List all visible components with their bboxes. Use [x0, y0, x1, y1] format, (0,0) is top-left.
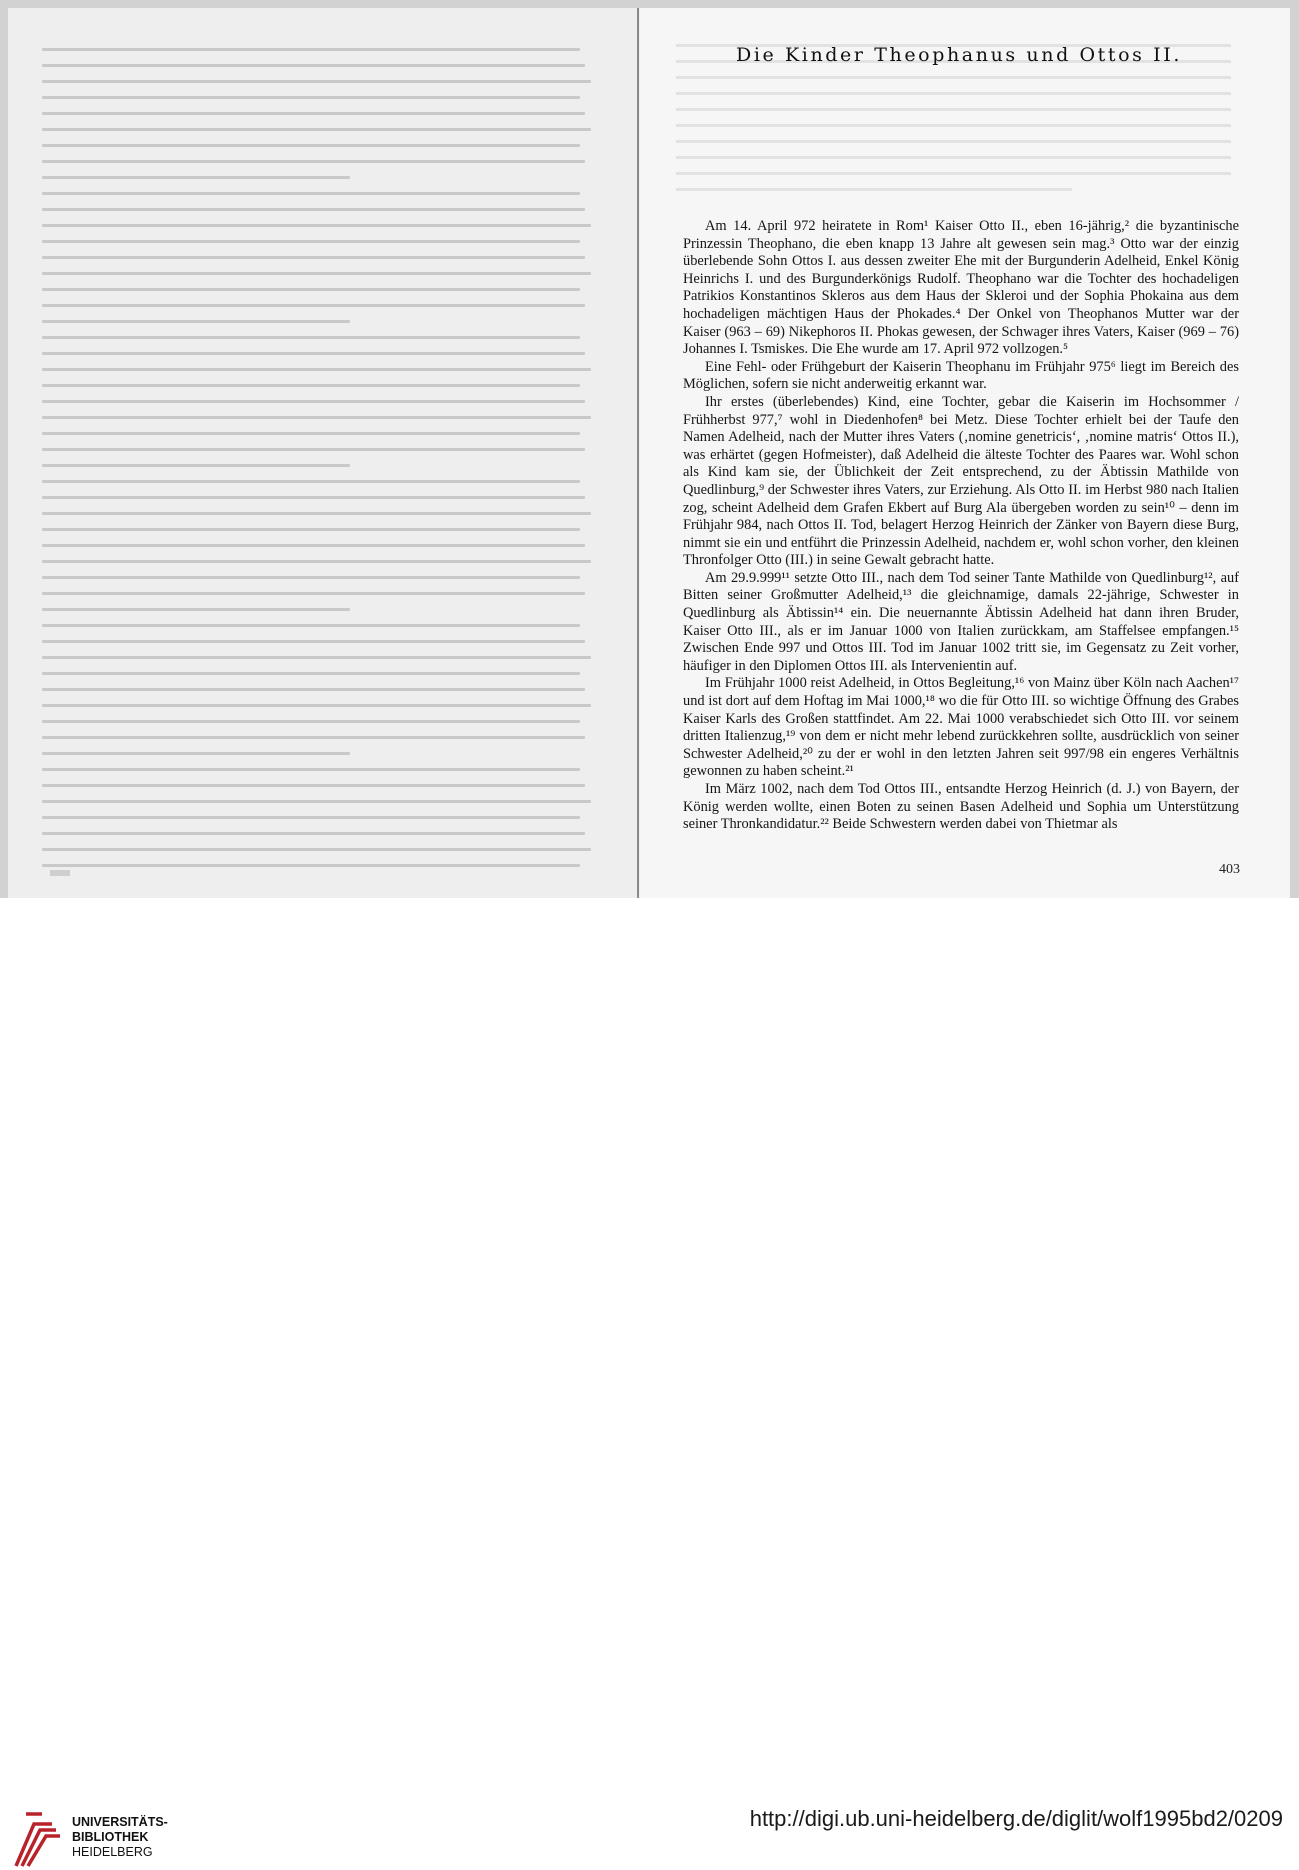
bleed-line	[676, 172, 1231, 175]
faded-line	[42, 208, 585, 211]
faded-line	[42, 720, 580, 723]
faded-line	[42, 144, 580, 147]
chapter-title: Die Kinder Theophanus und Ottos II.	[735, 44, 1183, 66]
bleed-through-lines	[676, 44, 1242, 204]
bleed-line	[676, 76, 1231, 79]
faded-line	[42, 848, 591, 851]
library-name-line: HEIDELBERG	[72, 1845, 153, 1859]
faded-line	[42, 736, 585, 739]
bleed-line	[676, 156, 1231, 159]
faded-line	[42, 656, 591, 659]
book-gutter	[637, 8, 639, 898]
faded-line	[42, 368, 591, 371]
faded-line	[42, 576, 580, 579]
bleed-line	[676, 140, 1231, 143]
page-number: 403	[1219, 862, 1240, 877]
library-name-line: BIBLIOTHEK	[72, 1830, 149, 1844]
faded-line	[42, 864, 580, 867]
ub-heidelberg-logo-icon	[12, 1810, 62, 1870]
faded-line	[42, 256, 585, 259]
faded-line	[42, 48, 580, 51]
faded-line	[42, 784, 585, 787]
bleed-line	[676, 92, 1231, 95]
paragraph: Eine Fehl- oder Frühgeburt der Kaiserin Theophanu im Frühjahr 975⁶ liegt im Bereich des Möglichen, sofern sie nicht anderweitig erkannt war.	[683, 358, 1239, 393]
faded-line	[42, 384, 580, 387]
body-text	[683, 218, 1239, 834]
faded-line	[42, 752, 350, 755]
faded-line	[42, 496, 585, 499]
faded-line	[42, 624, 580, 627]
faded-page-number	[50, 870, 70, 876]
faded-line	[42, 128, 591, 131]
faded-line	[42, 96, 580, 99]
faded-line	[42, 176, 350, 179]
faded-line	[42, 80, 591, 83]
faded-line	[42, 640, 585, 643]
faded-line	[42, 544, 585, 547]
bleed-line	[676, 108, 1231, 111]
faded-line	[42, 560, 591, 563]
library-name	[72, 1815, 168, 1860]
faded-line	[42, 352, 585, 355]
faded-line	[42, 672, 580, 675]
faded-line	[42, 240, 580, 243]
library-name-line: UNIVERSITÄTS-	[72, 1815, 168, 1829]
faded-line	[42, 832, 585, 835]
faded-line	[42, 112, 585, 115]
paragraph: Am 29.9.999¹¹ setzte Otto III., nach dem Tod seiner Tante Mathilde von Quedlinburg¹², auf Bitten seiner Großmutter Adelheid,¹³ die gleichnamige, damals 22-jährige, Schwester in Quedlinburg als Äbtissin¹⁴ ein. Die neuernannte Äbtissin Adelheid hat dann ihren Bruder, Kaiser Otto III., als er im Januar 1000 von Italien zurückkam, am Staffelsee empfangen.¹⁵ Zwischen Ende 997 und Ottos III. Tod im Januar 1002 tritt sie, im Gegensatz zu Zeit vorher, häufiger in den Diplomen Ottos III. als Intervenientin auf.	[683, 569, 1239, 674]
faded-line	[42, 688, 585, 691]
faded-text-lines	[42, 48, 602, 880]
faded-line	[42, 480, 580, 483]
paragraph: Im Frühjahr 1000 reist Adelheid, in Ottos Begleitung,¹⁶ von Mainz über Köln nach Aachen¹⁷ und ist dort auf dem Hoftag im Mai 1000,¹⁸ wo die für Otto III. so wichtige Öffnung des Grabes Kaiser Karls des Großen stattfindet. Am 22. Mai 1000 verabschiedet sich Otto III. vor seinem dritten Italienzug,¹⁹ von dem er nicht mehr lebend zurückkehren sollte, ausdrücklich von seiner Schwester Adelheid,²⁰ zu der er wohl in den letzten Jahren seit 997/98 ein engeres Verhältnis gewonnen zu haben scheint.²¹	[683, 675, 1239, 780]
paragraph: Ihr erstes (überlebendes) Kind, eine Tochter, gebar die Kaiserin im Hochsommer / Frühherbst 977,⁷ wohl in Diedenhofen⁸ bei Metz. Diese Tochter erhielt bei der Taufe den Namen Adelheid, nach der Mutter ihres Vaters (‚nomine genetricis‘, ‚nomine matris‘ Ottos II.), was erhärtet (gegen Hofmeister), daß Adelheid die älteste Tochter des Paares war. Wohl schon als Kind kam sie, der Üblichkeit der Zeit entsprechend, zu der Äbtissin Mathilde von Quedlinburg,⁹ der Schwester ihres Vaters, zur Erziehung. Als Otto II. im Herbst 980 nach Italien zog, scheint Adelheid dem Grafen Ekbert auf Burg Ala übergeben worden zu sein¹⁰ – denn im Frühjahr 984, nach Ottos II. Tod, belagert Herzog Heinrich der Zänker von Bayern diese Burg, nimmt sie ein und entführt die Prinzessin Adelheid, nachdem er, wohl schon vorher, den kleinen Thronfolger Otto (III.) in seine Gewalt gebracht hatte.	[683, 393, 1239, 569]
permalink-url[interactable]: http://digi.ub.uni-heidelberg.de/diglit/wolf1995bd2/0209	[749, 1806, 1283, 1831]
faded-line	[42, 192, 580, 195]
faded-line	[42, 160, 585, 163]
paragraph: Im März 1002, nach dem Tod Ottos III., entsandte Herzog Heinrich (d. J.) von Bayern, der König werden wollte, einen Boten zu seinen Basen Adelheid und Sophia um Unterstützung seiner Thronkandidatur.²² Beide Schwestern werden dabei von Thietmar als	[683, 781, 1239, 833]
faded-line	[42, 528, 580, 531]
faded-line	[42, 592, 585, 595]
faded-line	[42, 800, 591, 803]
faded-line	[42, 512, 591, 515]
paragraph: Am 14. April 972 heiratete in Rom¹ Kaiser Otto II., eben 16-jährig,² die byzantinische Prinzessin Theophano, die eben knapp 13 Jahre alt gewesen sein mag.³ Otto war der einzig überlebende Sohn Ottos I. aus dessen zweiter Ehe mit der Burgunderin Adelheid, Enkel König Heinrichs I. und des Burgunderkönigs Rudolf. Theophano war die Tochter des hochadeligen Patrikios Konstantinos Skleros aus dem Haus der Skleroi und der Sophia Phokaina aus dem hochadeligen mächtigen Haus der Phokades.⁴ Der Onkel von Theophanos Mutter war der Kaiser (963 – 69) Nikephoros II. Phokas gewesen, der Schwager ihres Vaters, Kaiser (969 – 76) Johannes I. Tsmiskes. Die Ehe wurde am 17. April 972 vollzogen.⁵	[683, 218, 1239, 358]
faded-line	[42, 432, 580, 435]
faded-line	[42, 288, 580, 291]
faded-line	[42, 816, 580, 819]
faded-line	[42, 304, 585, 307]
faded-line	[42, 320, 350, 323]
faded-line	[42, 464, 350, 467]
left-page-faded	[8, 8, 640, 898]
faded-line	[42, 416, 591, 419]
faded-line	[42, 448, 585, 451]
faded-line	[42, 768, 580, 771]
footer-bar	[0, 898, 1299, 1859]
faded-line	[42, 272, 591, 275]
faded-line	[42, 224, 591, 227]
scan-background	[0, 0, 1299, 898]
bleed-line	[676, 124, 1231, 127]
faded-line	[42, 400, 585, 403]
faded-line	[42, 64, 585, 67]
faded-line	[42, 608, 350, 611]
faded-line	[42, 336, 580, 339]
bleed-line	[676, 188, 1072, 191]
faded-line	[42, 704, 591, 707]
